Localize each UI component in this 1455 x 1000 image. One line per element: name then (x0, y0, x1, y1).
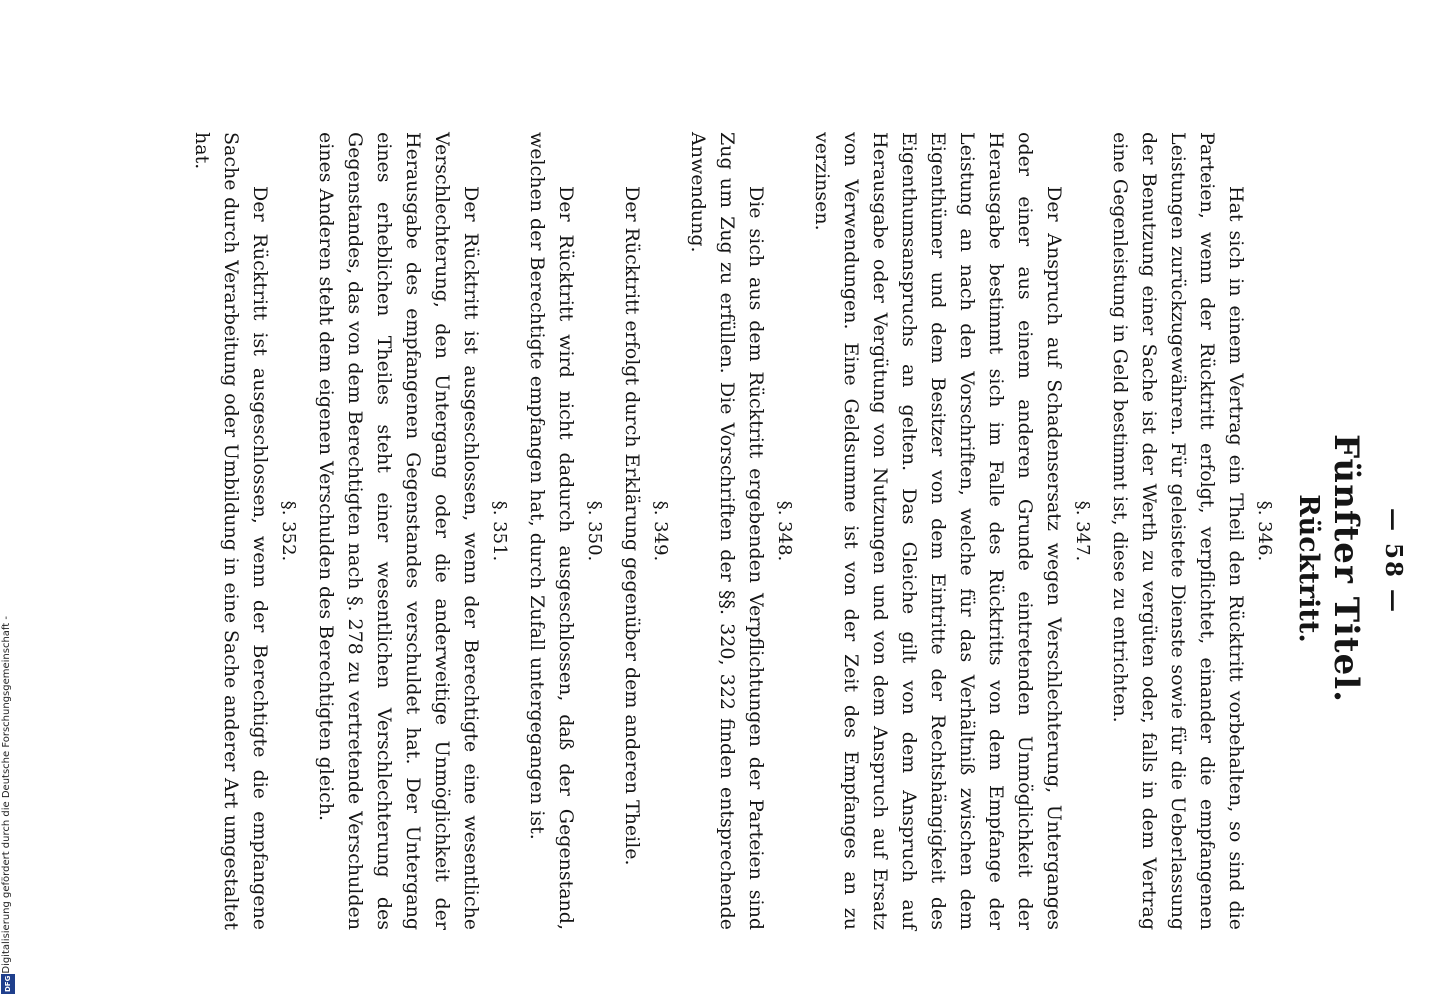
section-heading-351: §. 351. (489, 500, 510, 562)
section-heading-348: §. 348. (774, 500, 795, 562)
section-text-346: Hat sich in einem Vertrag ein Theil den Rücktritt vorbehalten, so sind die Parteien, wenn der Rücktritt erfolgt, verpflichtet, einander die empfangenen Leistungen zurückzugewähren. Für geleistete Dienste sowie für die Ueberlassung der Benutzung einer Sache ist der Werth zu vergüten oder, falls in dem Vertrag eine Gegenleistung in Geld bestimmt ist, diese zu entrichten. (1109, 132, 1247, 930)
section-text-348: Die sich aus dem Rücktritt ergebenden Verpflichtungen der Parteien sind Zug um Zug zu erfüllen. Die Vorschriften der §§. 320, 322 finden entsprechende Anwendung. (687, 132, 767, 930)
section-heading-347: §. 347. (1072, 500, 1093, 562)
section-text-350: Der Rücktritt wird nicht dadurch ausgeschlossen, daß der Gegenstand, welchen der Berechtigte empfangen hat, durch Zufall untergegangen ist. (526, 132, 577, 930)
section-heading-349: §. 349. (650, 500, 671, 562)
section-text-352: Der Rücktritt ist ausgeschlossen, wenn der Berechtigte die empfangene Sache durch Verarbeitung oder Umbildung in eine Sache anderer Art umgestaltet hat. (191, 132, 271, 930)
section-text-349: Der Rücktritt erfolgt durch Erklärung gegenüber dem anderen Theile. (621, 186, 643, 866)
digitization-credit: Digitalisierung gefördert durch die Deutsche Forschungsgemeinschaft - (1, 616, 12, 974)
chapter-title: Fünfter Titel. (1326, 434, 1366, 703)
section-text-351: Der Rücktritt ist ausgeschlossen, wenn der Berechtigte eine wesentliche Verschlechterung, den Untergang oder die anderweitige Unmöglichkeit der Herausgabe des empfangenen Gegenstandes verschuldet hat. Der Untergang eines erheblichen Theiles steht einer wesentlichen Verschlechterung des Gegenstandes, das von dem Berechtigten nach §. 278 zu vertretende Verschulden eines Anderen steht dem eigenen Verschulden des Berechtigten gleich. (315, 132, 482, 930)
section-heading-346: §. 346. (1254, 500, 1275, 562)
page-number: — 58 — (1380, 507, 1407, 615)
section-heading-352: §. 352. (278, 500, 299, 562)
section-text-347: Der Anspruch auf Schadensersatz wegen Verschlechterung, Unterganges oder einer aus einem anderen Grunde eintretenden Unmöglichkeit der Herausgabe bestimmt sich im Falle des Rücktritts von dem Empfange der Leistung an nach den Vorschriften, welche für das Verhältniß zwischen dem Eigenthümer und dem Besitzer von dem Eintritte der Rechtshängigkeit des Eigenthumsanspruchs an gelten. Das Gleiche gilt von dem Anspruch auf Herausgabe oder Vergütung von Nutzungen und von dem Anspruch auf Ersatz von Verwendungen. Eine Geldsumme ist von der Zeit des Empfanges an zu verzinsen. (811, 132, 1065, 930)
chapter-subtitle: Rücktritt. (1293, 494, 1324, 643)
dfg-logo-icon: DFG (1, 974, 15, 994)
section-heading-350: §. 350. (584, 500, 605, 562)
